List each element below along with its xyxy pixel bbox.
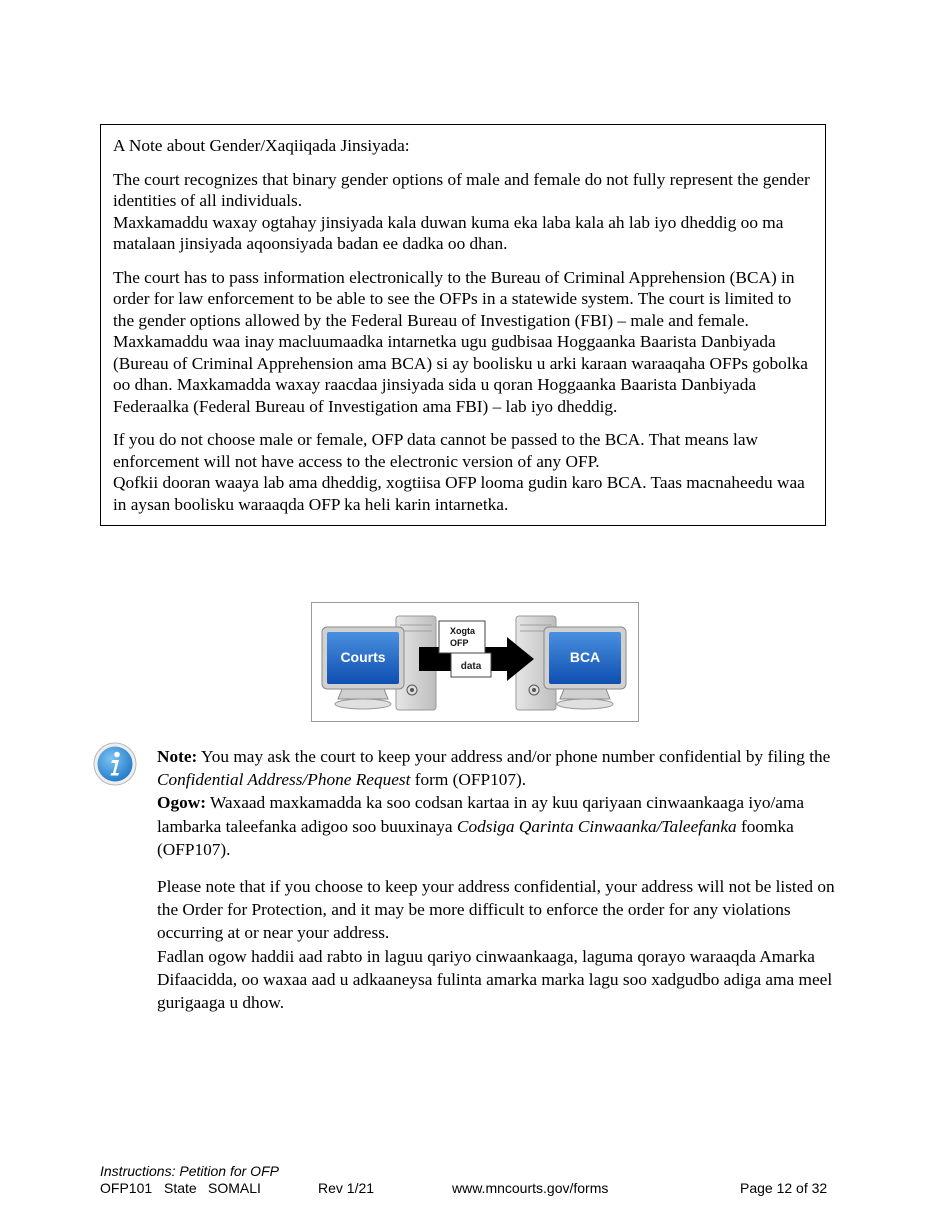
document-label-line-2: OFP bbox=[450, 638, 469, 648]
para-2-english: The court has to pass information electronically to the Bureau of Criminal Apprehension (BCA) in order for law enforcement to be able to see the OFPs in a statewide system. The court is limited to the gender options allowed by the Federal Bureau of Investigation (FBI) – male and female. bbox=[113, 267, 795, 330]
ogow-label: Ogow: bbox=[157, 793, 206, 813]
bca-label: BCA bbox=[569, 649, 601, 665]
note-paragraph bbox=[157, 745, 842, 861]
data-transfer-illustration bbox=[312, 603, 638, 721]
please-note-paragraph bbox=[157, 875, 842, 1014]
note-somali bbox=[157, 791, 842, 861]
ogow-form-name: Codsiga Qarinta Cinwaanka/Taleefanka bbox=[456, 816, 737, 836]
footer-state: State bbox=[164, 1180, 197, 1196]
gender-note-box bbox=[100, 124, 826, 526]
gender-note-para-2 bbox=[113, 267, 813, 418]
para-2-somali: Maxkamaddu waa inay macluumaadka intarnetka ugu gudbisaa Hoggaanka Baarista Danbiyada (Bureau of Criminal Apprehension ama BCA) si ay boolisku u arki karaan waraaqaha OFPs gobolka oo dhan. Maxkamadda waxay raacdaa jinsiyada sida u qoran Hoggaanka Baarista Danbiyada Federaalka (Federal Bureau of Investigation ama FBI) – lab iyo dheddig. bbox=[113, 332, 808, 416]
gender-note-para-1 bbox=[113, 169, 813, 255]
gender-note-para-3 bbox=[113, 429, 813, 515]
note-english bbox=[157, 745, 842, 791]
para-3-english: If you do not choose male or female, OFP data cannot be passed to the BCA. That means law enforcement will not have access to the electronic version of any OFP. bbox=[113, 430, 759, 471]
footer-language: SOMALI bbox=[208, 1180, 261, 1196]
document-label-line-1: Xogta bbox=[450, 626, 476, 636]
para-1-somali: Maxkamaddu waxay ogtahay jinsiyada kala duwan kuma eka laba kala ah lab iyo dheddig oo ma matalaan jinsiyada aqoonsiyada badan ee dadka oo dhan. bbox=[113, 212, 784, 253]
courts-label: Courts bbox=[340, 649, 386, 665]
please-note-somali: Fadlan ogow haddii aad rabto in laguu qariyo cinwaankaaga, laguma qorayo waraaqda Amarka Difaacidda, oo waxaa aad u adkaaneysa fulinta amarka marka lagu soo xadgudbo adiga ama meel gurigaaga u dhow. bbox=[157, 946, 833, 1013]
ogow-text-1: Waxaad maxkamadda ka soo codsan kartaa in ay kuu qariyaan cinwaankaaga iyo/ama lambarka taleefanka adigoo soo buuxinaya bbox=[157, 793, 805, 836]
footer-revision: Rev 1/21 bbox=[318, 1180, 375, 1196]
ogow-text-2: foomka (OFP107). bbox=[157, 816, 794, 859]
note-text-1: You may ask the court to keep your address and/or phone number confidential by filing the bbox=[197, 747, 831, 766]
note-label: Note: bbox=[157, 747, 198, 766]
footer-url: www.mncourts.gov/forms bbox=[452, 1180, 609, 1196]
info-icon bbox=[93, 742, 137, 786]
confidential-form-name: Confidential Address/Phone Request bbox=[157, 770, 411, 790]
para-3-somali: Qofkii dooran waaya lab ama dheddig, xogtiisa OFP looma gudin karo BCA. Taas macnaheedu waa in aysan boolisku waraaqda OFP ka heli karin intarnetka. bbox=[113, 473, 805, 514]
please-note-english: Please note that if you choose to keep your address confidential, your address will not be listed on the Order for Protection, and it may be more difficult to enforce the order for any violations occurring at or near your address. bbox=[157, 877, 835, 943]
para-1-english: The court recognizes that binary gender options of male and female do not fully represent the gender identities of all individuals. bbox=[113, 169, 810, 210]
gender-note-heading: A Note about Gender/Xaqiiqada Jinsiyada: bbox=[113, 136, 410, 155]
footer-row bbox=[100, 1180, 830, 1197]
footer-page-number: Page 12 of 32 bbox=[740, 1180, 828, 1196]
courts-to-bca-diagram bbox=[311, 602, 639, 722]
footer-form-id: OFP101 bbox=[100, 1180, 153, 1196]
note-text-2: form (OFP107). bbox=[410, 770, 527, 790]
footer-title: Instructions: Petition for OFP bbox=[100, 1163, 279, 1179]
page-footer bbox=[100, 1163, 830, 1197]
data-label: data bbox=[460, 661, 482, 672]
confidential-address-note bbox=[157, 745, 842, 1028]
